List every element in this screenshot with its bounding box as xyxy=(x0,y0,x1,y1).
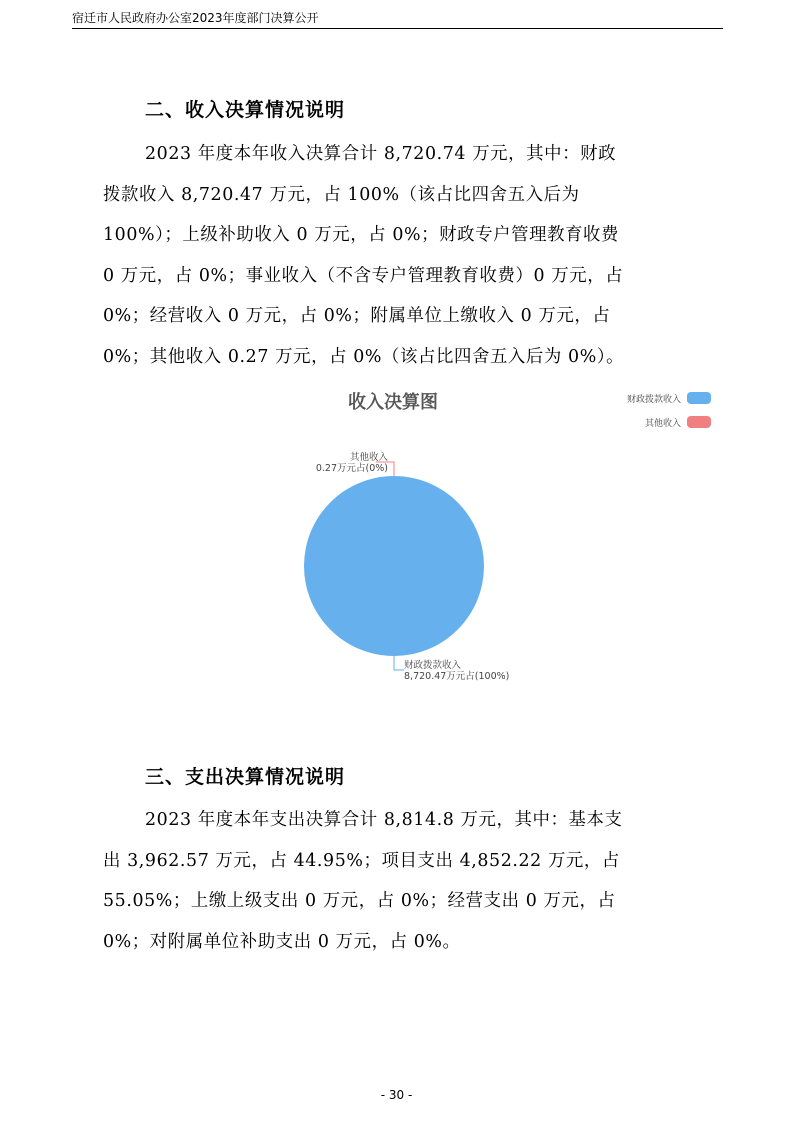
slice-label-fiscal xyxy=(404,660,509,682)
section-2-paragraph xyxy=(103,134,695,378)
paragraph-line: 0 万元，占 0%；事业收入（不含专户管理教育收费）0 万元，占 xyxy=(103,265,624,286)
section-2-title: 二、收入决算情况说明 xyxy=(145,99,346,121)
section-3-paragraph xyxy=(103,800,695,962)
paragraph-line: 出 3,962.57 万元，占 44.95%；项目支出 4,852.22 万元，占 xyxy=(103,850,620,871)
slice-label-value: 8,720.47万元占(100%) xyxy=(404,671,510,682)
page-header: 宿迁市人民政府办公室2023年度部门决算公开 xyxy=(72,8,723,29)
legend-label: 其他收入 xyxy=(644,418,681,429)
legend-label: 财政拨款收入 xyxy=(626,394,681,405)
paragraph-line: 0%；经营收入 0 万元，占 0%；附属单位上缴收入 0 万元，占 xyxy=(103,306,611,327)
paragraph-line: 2023 年度本年收入决算合计 8,720.74 万元，其中：财政 xyxy=(145,144,617,164)
section-3-title: 三、支出决算情况说明 xyxy=(145,766,346,788)
paragraph-line: 0%；对附属单位补助支出 0 万元，占 0%。 xyxy=(103,931,461,952)
pie-slice-0[interactable] xyxy=(304,476,484,656)
slice-label-value: 0.27万元占(0%) xyxy=(315,463,388,474)
paragraph-line: 100%）；上级补助收入 0 万元，占 0%；财政专户管理教育收费 xyxy=(103,225,620,246)
leader-line-fiscal xyxy=(394,656,404,670)
legend-item-other[interactable] xyxy=(645,415,711,429)
slice-label-name: 其他收入 xyxy=(349,452,388,463)
paragraph-line: 2023 年度本年支出决算合计 8,814.8 万元，其中：基本支 xyxy=(145,810,623,830)
page-number: - 30 - xyxy=(380,1088,413,1102)
legend-swatch xyxy=(687,416,711,428)
chart-title: 收入决算图 xyxy=(348,392,438,413)
paragraph-line: 拨款收入 8,720.47 万元，占 100%（该占比四舍五入后为 xyxy=(103,184,580,205)
legend-item-fiscal[interactable] xyxy=(627,391,711,405)
paragraph-line: 55.05%；上缴上级支出 0 万元，占 0%；经营支出 0 万元，占 xyxy=(103,891,616,912)
paragraph-line: 0%；其他收入 0.27 万元，占 0%（该占比四舍五入后为 0%）。 xyxy=(103,346,625,367)
slice-label-other xyxy=(300,452,388,474)
slice-label-name: 财政拨款收入 xyxy=(404,660,462,671)
legend-swatch xyxy=(687,392,711,404)
